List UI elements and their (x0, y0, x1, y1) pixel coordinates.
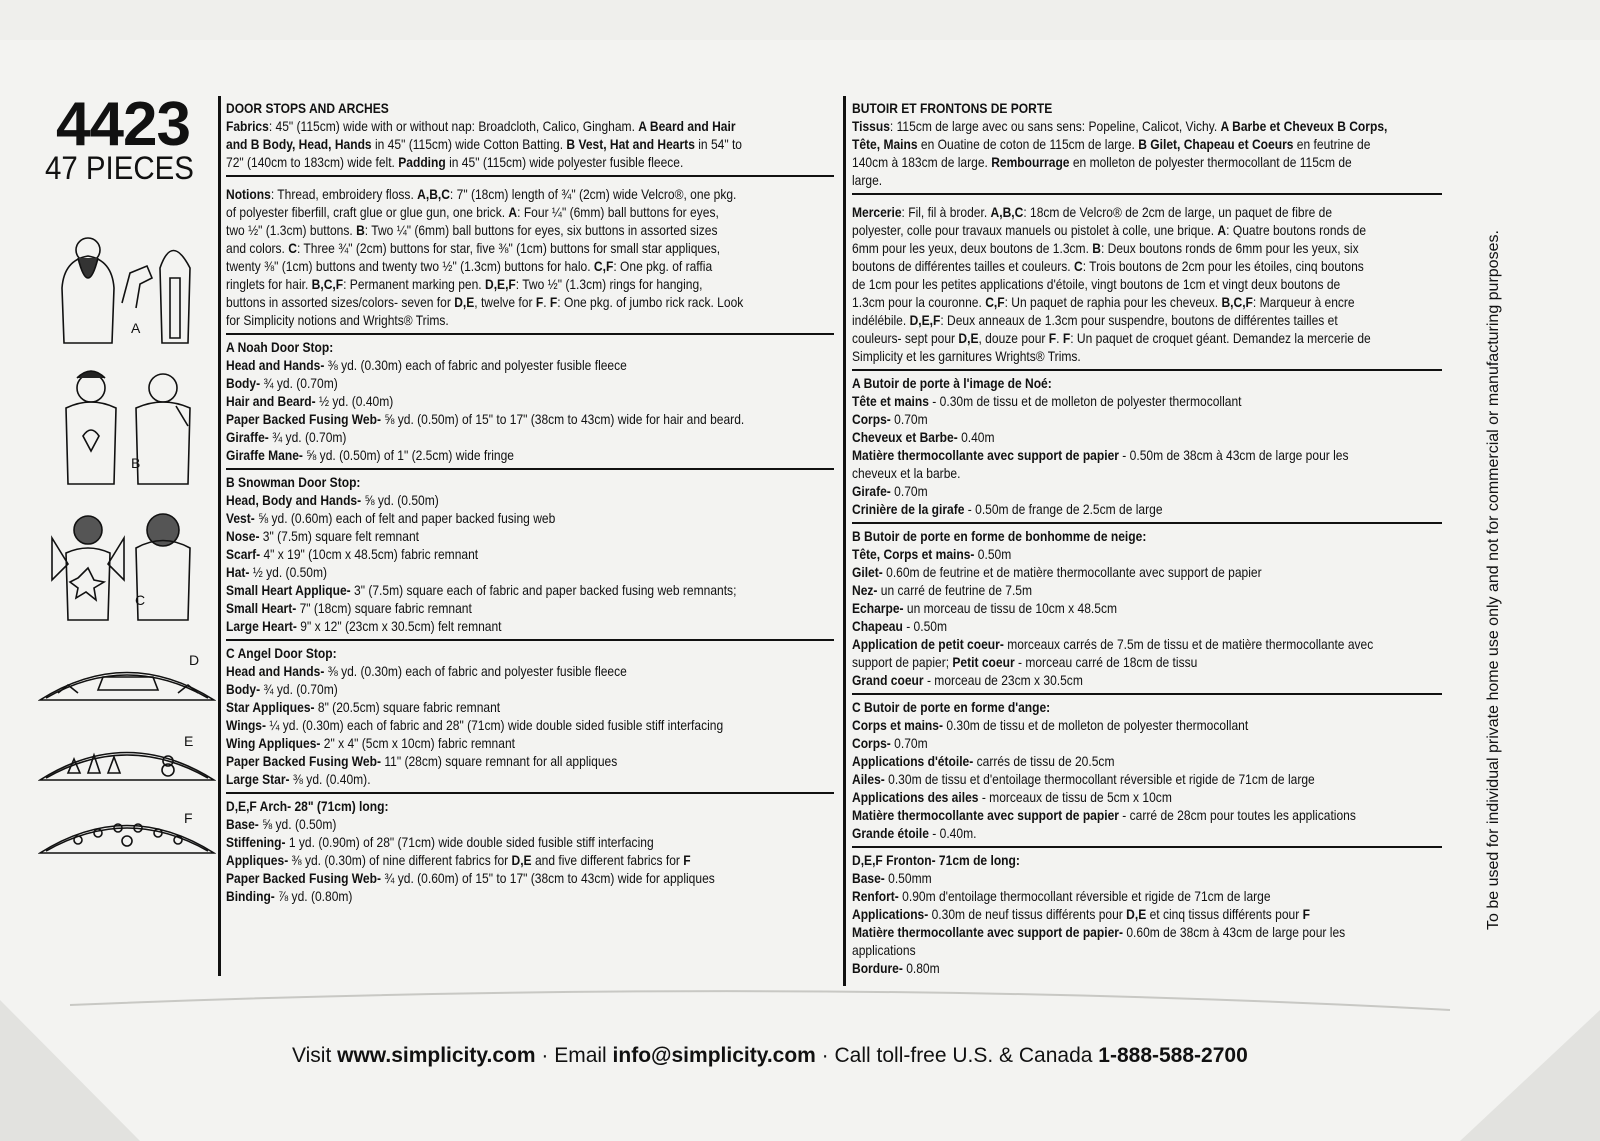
yardage-line: Girafe- 0.70m (852, 483, 928, 499)
text-line: couleurs- sept pour D,E, douze pour F. F: Un paquet de croquet géant. Demandez la mercerie de (852, 330, 1371, 346)
yardage-line: Matière thermocollante avec support de papier - carré de 28cm pour toutes les applications (852, 807, 1356, 823)
yardage-line: Chapeau - 0.50m (852, 618, 948, 634)
french-fabrics (852, 117, 1442, 189)
yardage-line: Paper Backed Fusing Web- 11" (28cm) square remnant for all appliques (226, 753, 618, 769)
section-title: D,E,F Arch- 28" (71cm) long: (226, 798, 389, 814)
yardage-line: Vest- ⅝ yd. (0.60m) each of felt and paper backed fusing web (226, 510, 556, 526)
thumbnail-b-snowman (58, 366, 198, 486)
english-notions-section (226, 177, 834, 335)
thumbnail-a-noah (52, 228, 202, 348)
yardage-line: Applications des ailes - morceaux de tissu de 5cm x 10cm (852, 789, 1172, 805)
yardage-section (226, 641, 834, 794)
yardage-section (852, 848, 1442, 981)
yardage-line: Matière thermocollante avec support de papier- 0.60m de 38cm à 43cm de large pour les (852, 924, 1346, 940)
text-line: buttons in assorted sizes/colors- seven for D,E, twelve for F. F: One pkg. of jumbo rick rack. Look (226, 294, 744, 310)
footer-contact (292, 1044, 1248, 1068)
yardage-line: Nose- 3" (7.5m) square felt remnant (226, 528, 419, 544)
yardage-section (852, 371, 1442, 524)
yardage-line: Cheveux et Barbe- 0.40m (852, 429, 995, 445)
english-title: DOOR STOPS AND ARCHES (226, 100, 389, 116)
thumbnail-label-d: D (189, 652, 200, 668)
text-line: Tissus: 115cm de large avec ou sans sens: Popeline, Calicot, Vichy. A Barbe et Cheveux B Corps, (852, 118, 1388, 134)
yardage-line: Small Heart- 7" (18cm) square fabric remnant (226, 600, 472, 616)
yardage-line: Paper Backed Fusing Web- ¾ yd. (0.60m) of 15" to 17" (38cm to 43cm) wide for appliques (226, 870, 715, 886)
section-title: C Butoir de porte en forme d'ange: (852, 699, 1051, 715)
yardage-line: Bordure- 0.80m (852, 960, 940, 976)
text-line: large. (852, 172, 883, 188)
text-line: 72" (140cm to 183cm) wide felt. Padding in 45" (115cm) wide polyester fusible fleece. (226, 154, 684, 170)
yardage-line: Giraffe Mane- ⅝ yd. (0.50m) of 1" (2.5cm) wide fringe (226, 447, 514, 463)
french-column (852, 96, 1442, 981)
column-divider-left (218, 96, 221, 976)
french-notions (852, 203, 1442, 365)
section-title: B Butoir de porte en forme de bonhomme de neige: (852, 528, 1147, 544)
yardage-line: Hair and Beard- ½ yd. (0.40m) (226, 393, 394, 409)
english-column (226, 96, 834, 909)
yardage-line: Crinière de la girafe - 0.50m de frange de 2.5cm de large (852, 501, 1163, 517)
pieces-count: 47 PIECES (45, 150, 194, 186)
yardage-line: Star Appliques- 8" (20.5cm) square fabric remnant (226, 699, 501, 715)
text-line: of polyester fiberfill, craft glue or glue gun, one brick. A: Four ¼" (6mm) ball buttons for eyes, (226, 204, 719, 220)
yardage-line: Large Heart- 9" x 12" (23cm x 30.5cm) felt remnant (226, 618, 502, 634)
footer-phone: 1-888-588-2700 (1098, 1044, 1248, 1067)
english-notions (226, 185, 834, 329)
text-line: boutons de différentes tailles et couleurs. C: Trois boutons de 2cm pour les étoiles, cinq boutons (852, 258, 1364, 274)
yardage-line: Gilet- 0.60m de feutrine et de matière thermocollante avec support de papier (852, 564, 1262, 580)
section-title: B Snowman Door Stop: (226, 474, 361, 490)
yardage-line: Head and Hands- ⅜ yd. (0.30m) each of fabric and polyester fusible fleece (226, 357, 627, 373)
yardage-line: Renfort- 0.90m d'entoilage thermocollant réversible et rigide de 71cm de large (852, 888, 1271, 904)
yardage-line: Echarpe- un morceau de tissu de 10cm x 48.5cm (852, 600, 1118, 616)
thumbnail-label-c: C (135, 592, 146, 608)
yardage-line: Applications d'étoile- carrés de tissu de 20.5cm (852, 753, 1115, 769)
yardage-line: Grande étoile - 0.40m. (852, 825, 977, 841)
yardage-line: Head, Body and Hands- ⅝ yd. (0.50m) (226, 492, 439, 508)
text-line: ringlets for hair. B,C,F: Permanent marking pen. D,E,F: Two ½" (1.3cm) rings for hanging, (226, 276, 703, 292)
yardage-line: Base- 0.50mm (852, 870, 932, 886)
yardage-line: Ailes- 0.30m de tissu et d'entoilage thermocollant réversible et rigide de 71cm de large (852, 771, 1315, 787)
yardage-line: Paper Backed Fusing Web- ⅝ yd. (0.50m) of 15" to 17" (38cm to 43cm) wide for hair and beard. (226, 411, 745, 427)
yardage-line: Applications- 0.30m de neuf tissus différents pour D,E et cinq tissus différents pour F (852, 906, 1310, 922)
text-line: for Simplicity notions and Wrights® Trims. (226, 312, 449, 328)
pattern-number: 4423 (56, 90, 190, 159)
yardage-line: Tête, Corps et mains- 0.50m (852, 546, 1012, 562)
usage-notice-text: To be used for individual private home use only and not for commercial or manufacturing purposes. (1485, 230, 1502, 930)
yardage-section (852, 524, 1442, 695)
thumbnail-label-e: E (184, 733, 194, 749)
text-line: twenty ⅜" (1cm) buttons and twenty two ½" (1.3cm) buttons for halo. C,F: One pkg. of raffia (226, 258, 713, 274)
thumbnail-label-a: A (131, 320, 141, 336)
thumbnail-label-b: B (131, 455, 141, 471)
text-line: 1.3cm pour la couronne. C,F: Un paquet de raphia pour les cheveux. B,C,F: Marqueur à encre (852, 294, 1355, 310)
footer-website-link[interactable]: www.simplicity.com (337, 1044, 536, 1067)
french-title: BUTOIR ET FRONTONS DE PORTE (852, 100, 1053, 116)
yardage-line: Stiffening- 1 yd. (0.90m) of 28" (71cm) wide double sided fusible stiff interfacing (226, 834, 654, 850)
yardage-line: Scarf- 4" x 19" (10cm x 48.5cm) fabric remnant (226, 546, 479, 562)
text-line: and colors. C: Three ¾" (2cm) buttons for star, five ⅜" (1cm) buttons for small star appliques, (226, 240, 721, 256)
text-line: and B Body, Head, Hands in 45" (115cm) wide Cotton Batting. B Vest, Hat and Hearts in 54" to (226, 136, 743, 152)
yardage-line: Nez- un carré de feutrine de 7.5m (852, 582, 1033, 598)
footer-email-link[interactable]: info@simplicity.com (612, 1044, 816, 1067)
english-fabrics-section (226, 96, 834, 177)
yardage-line: Corps et mains- 0.30m de tissu et de molleton de polyester thermocollant (852, 717, 1249, 733)
yardage-line: Wings- ¼ yd. (0.30m) each of fabric and 28" (71cm) wide double sided fusible stiff interfacing (226, 717, 724, 733)
yardage-section (852, 695, 1442, 848)
english-fabrics (226, 117, 834, 171)
footer-sep-email: · Email (535, 1044, 613, 1067)
yardage-line: Application de petit coeur- morceaux carrés de 7.5m de tissu et de matière thermocollante avec (852, 636, 1374, 652)
yardage-line: Binding- ⅞ yd. (0.80m) (226, 888, 353, 904)
section-title: A Noah Door Stop: (226, 339, 334, 355)
yardage-line: Corps- 0.70m (852, 411, 928, 427)
yardage-line: Small Heart Applique- 3" (7.5m) square each of fabric and paper backed fusing web remnants; (226, 582, 737, 598)
yardage-section (226, 335, 834, 470)
text-line: de 1cm pour les petites applications d'étoile, vingt boutons de 1cm et vingt deux boutons de (852, 276, 1341, 292)
section-title: D,E,F Fronton- 71cm de long: (852, 852, 1020, 868)
thumbnail-label-f: F (184, 810, 193, 826)
text-line: 6mm pour les yeux, deux boutons de 1.3cm. B: Deux boutons ronds de 6mm pour les yeux, six (852, 240, 1359, 256)
thumbnail-c-angel (48, 508, 198, 623)
yardage-line: Matière thermocollante avec support de papier - 0.50m de 38cm à 43cm de large pour les (852, 447, 1349, 463)
text-line: Notions: Thread, embroidery floss. A,B,C: 7" (18cm) length of ¾" (2cm) wide Velcro®, one pkg. (226, 186, 737, 202)
yardage-line: Large Star- ⅜ yd. (0.40m). (226, 771, 371, 787)
french-notions-section (852, 195, 1442, 371)
yardage-line: Grand coeur - morceau de 23cm x 30.5cm (852, 672, 1083, 688)
section-title: C Angel Door Stop: (226, 645, 337, 661)
yardage-line: cheveux et la barbe. (852, 465, 961, 481)
footer-sep-call: · Call toll-free U.S. & Canada (815, 1044, 1099, 1067)
usage-notice (1485, 190, 1503, 930)
yardage-line: support de papier; Petit coeur - morceau carré de 18cm de tissu (852, 654, 1198, 670)
text-line: Tête, Mains en Ouatine de coton de 115cm de large. B Gilet, Chapeau et Coeurs en feutrine de (852, 136, 1371, 152)
yardage-section (226, 794, 834, 909)
text-line: polyester, colle pour travaux manuels ou pistolet à colle, une brique. A: Quatre boutons ronds de (852, 222, 1367, 238)
yardage-line: Hat- ½ yd. (0.50m) (226, 564, 328, 580)
text-line: Simplicity et les garnitures Wrights® Trims. (852, 348, 1081, 364)
column-divider-middle (843, 96, 846, 986)
yardage-line: Base- ⅝ yd. (0.50m) (226, 816, 337, 832)
text-line: Mercerie: Fil, fil à broder. A,B,C: 18cm de Velcro® de 2cm de large, un paquet de fibre de (852, 204, 1333, 220)
text-line: indélébile. D,E,F: Deux anneaux de 1.3cm pour suspendre, boutons de différentes tailles et (852, 312, 1338, 328)
yardage-line: Tête et mains - 0.30m de tissu et de molleton de polyester thermocollant (852, 393, 1242, 409)
yardage-line: Head and Hands- ⅜ yd. (0.30m) each of fabric and polyester fusible fleece (226, 663, 627, 679)
section-title: A Butoir de porte à l'image de Noé: (852, 375, 1052, 391)
yardage-line: Body- ¾ yd. (0.70m) (226, 681, 338, 697)
french-fabrics-section (852, 96, 1442, 195)
english-sections (226, 335, 834, 909)
yardage-line: Body- ¾ yd. (0.70m) (226, 375, 338, 391)
yardage-section (226, 470, 834, 641)
yardage-line: applications (852, 942, 916, 958)
yardage-line: Corps- 0.70m (852, 735, 928, 751)
footer-visit: Visit (292, 1044, 338, 1067)
text-line: two ½" (1.3cm) buttons. B: Two ¼" (6mm) ball buttons for eyes, six buttons in assorted sizes (226, 222, 718, 238)
text-line: 140cm à 183cm de large. Rembourrage en molleton de polyester thermocollant de 115cm de (852, 154, 1352, 170)
text-line: Fabrics: 45" (115cm) wide with or without nap: Broadcloth, Calico, Gingham. A Beard and Hair (226, 118, 736, 134)
yardage-line: Giraffe- ¾ yd. (0.70m) (226, 429, 347, 445)
yardage-line: Appliques- ⅜ yd. (0.30m) of nine different fabrics for D,E and five different fabrics for F (226, 852, 691, 868)
french-sections (852, 371, 1442, 981)
yardage-line: Wing Appliques- 2" x 4" (5cm x 10cm) fabric remnant (226, 735, 515, 751)
